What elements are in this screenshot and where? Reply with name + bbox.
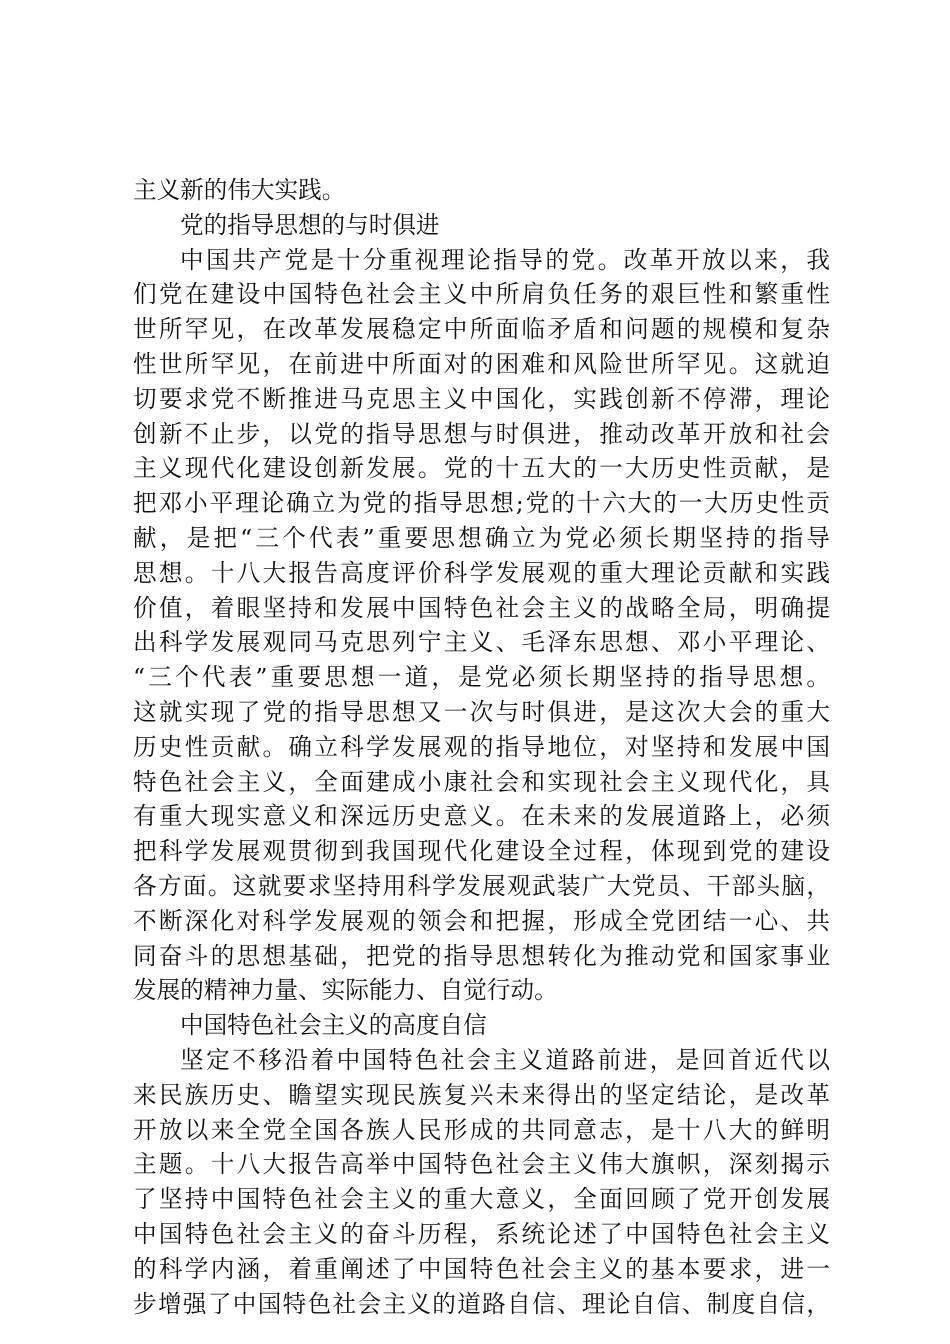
paragraph-line: 价值，着眼坚持和发展中国特色社会主义的战略全局，明确提: [133, 593, 830, 622]
paragraph-line: 中国共产党是十分重视理论指导的党。改革开放以来，我: [180, 245, 830, 274]
paragraph-line: 同奋斗的思想基础，把党的指导思想转化为推动党和国家事业: [133, 941, 830, 970]
paragraph-line: 主义新的伟大实践。: [133, 176, 346, 204]
paragraph-line: 这就实现了党的指导思想又一次与时俱进，是这次大会的重大: [133, 697, 830, 726]
paragraph-line: 不断深化对科学发展观的领会和把握，形成全党团结一心、共: [133, 906, 830, 935]
paragraph-line: 主题。十八大报告高举中国特色社会主义伟大旗帜，深刻揭示: [133, 1150, 830, 1179]
paragraph-line: 中国特色社会主义的奋斗历程，系统论述了中国特色社会主义: [133, 1219, 830, 1248]
paragraph-line: 世所罕见，在改革发展稳定中所面临矛盾和问题的规模和复杂: [133, 315, 830, 344]
paragraph-line: 创新不止步，以党的指导思想与时俱进，推动改革开放和社会: [133, 419, 830, 448]
paragraph-line: 了坚持中国特色社会主义的重大意义，全面回顾了党开创发展: [133, 1185, 830, 1214]
paragraph-line: 坚定不移沿着中国特色社会主义道路前进，是回首近代以: [180, 1045, 830, 1074]
paragraph-line: 思想。十八大报告高度评价科学发展观的重大理论贡献和实践: [133, 558, 830, 587]
paragraph-line: 历史性贡献。确立科学发展观的指导地位，对坚持和发展中国: [133, 732, 830, 761]
section-heading: 中国特色社会主义的高度自信: [180, 1011, 487, 1040]
paragraph-line: 发展的精神力量、实际能力、自觉行动。: [133, 976, 558, 1005]
paragraph-line: 开放以来全党全国各族人民形成的共同意志，是十八大的鲜明: [133, 1115, 830, 1144]
paragraph-line: “三个代表”重要思想一道，是党必须长期坚持的指导思想。: [133, 663, 830, 692]
section-heading: 党的指导思想的与时俱进: [180, 210, 440, 239]
paragraph-line: 的科学内涵，着重阐述了中国特色社会主义的基本要求，进一: [133, 1254, 830, 1283]
paragraph-line: 来民族历史、瞻望实现民族复兴未来得出的坚定结论，是改革: [133, 1080, 830, 1109]
paragraph-line: 把科学发展观贯彻到我国现代化建设全过程，体现到党的建设: [133, 837, 830, 866]
paragraph-line: 主义现代化建设创新发展。党的十五大的一大历史性贡献，是: [133, 454, 830, 483]
paragraph-line: 各方面。这就要求坚持用科学发展观武装广大党员、干部头脑，: [133, 871, 830, 900]
paragraph-line: 切要求党不断推进马克思主义中国化，实践创新不停滞，理论: [133, 384, 830, 413]
document-body: [133, 173, 830, 1321]
paragraph-line: 们党在建设中国特色社会主义中所肩负任务的艰巨性和繁重性: [133, 280, 830, 309]
paragraph-line: 步增强了中国特色社会主义的道路自信、理论自信、制度自信，: [133, 1289, 830, 1318]
paragraph-line: 有重大现实意义和深远历史意义。在未来的发展道路上，必须: [133, 802, 830, 831]
paragraph-line: 献，是把“三个代表”重要思想确立为党必须长期坚持的指导: [133, 523, 830, 552]
paragraph-line: 出科学发展观同马克思列宁主义、毛泽东思想、邓小平理论、: [133, 628, 830, 657]
paragraph-line: 把邓小平理论确立为党的指导思想;党的十六大的一大历史性贡: [133, 489, 830, 518]
paragraph-line: 性世所罕见，在前进中所面对的困难和风险世所罕见。这就迫: [133, 349, 830, 378]
paragraph-line: 特色社会主义，全面建成小康社会和实现社会主义现代化，具: [133, 767, 830, 796]
